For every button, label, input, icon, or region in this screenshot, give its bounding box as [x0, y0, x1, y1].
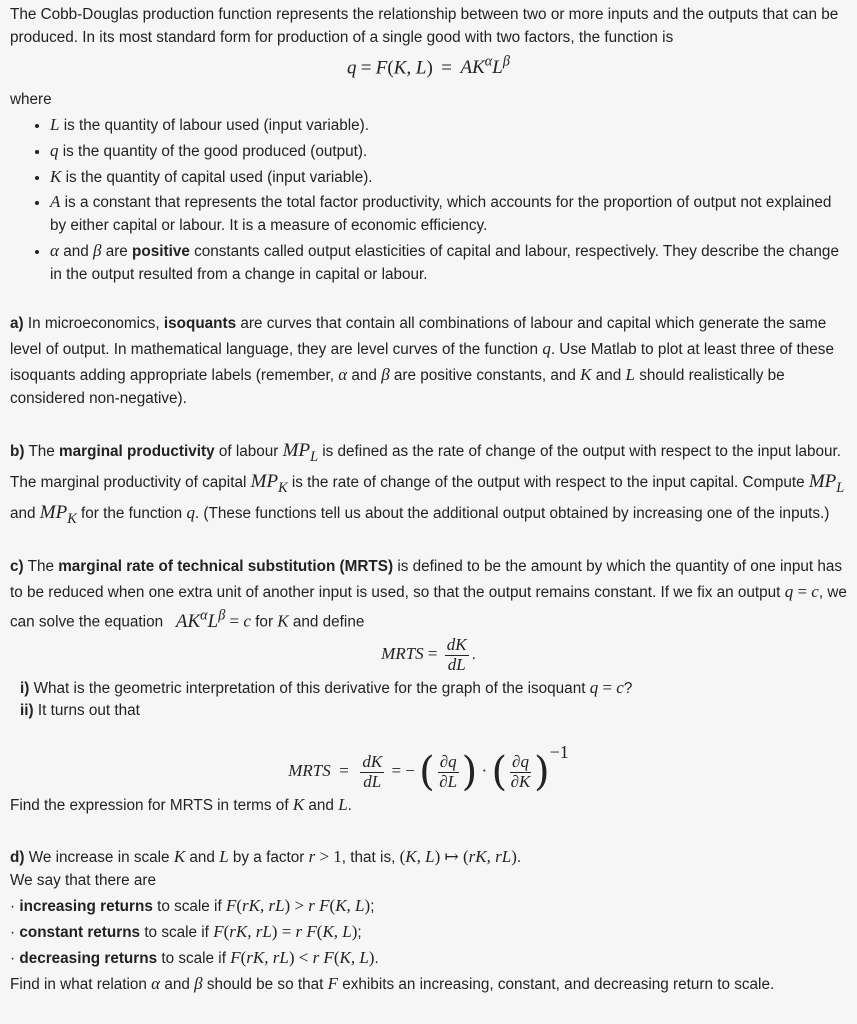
part-b: b) The marginal productivity of labour $MP_L$ is defined as the rate of change of the output with respect to the input labour. The marginal productivity of capital $MP_K$ is the rate of change of the output with respect to the input capital. Compute $MP_L$ and $MP_K$ for the function q. (These functions tell us about the additional output obtained by increasing one of the inputs.) — [10, 439, 845, 528]
mrts-definition: MRTS = $\frac{dK}{dL}$ . — [381, 635, 476, 674]
intro-paragraph: The Cobb-Douglas production function represents the relationship between two or more inputs and the outputs that can be produced. In its most standard form for production of a single good with two factors, the function is — [10, 6, 839, 46]
part-c: c) The marginal rate of technical substitution (MRTS) is defined to be the amount by which the quantity of one input has to be reduced when one extra unit of another input is used, so that the output remains constant. If we fix an output q = c, we can solve the equation $AK^\alpha L^\beta = c$ for K and define — [10, 558, 847, 632]
list-item: • K is the quantity of capital used (input variable). — [50, 164, 847, 190]
list-item: • α and β are positive constants called output elasticities of capital and labour, respectively. They describe the change in the output resulted from a change in capital or labour. — [50, 238, 847, 287]
list-item: • A is a constant that represents the total factor productivity, which accounts for the proportion of output not explained by either capital or labour. It is a measure of economic efficiency. — [50, 189, 847, 238]
decreasing-returns: · decreasing returns to scale if F(rK, rL) < r F(K, L). — [10, 948, 379, 968]
part-a: a) In microeconomics, isoquants are curves that contain all combinations of labour and capital which generate the same level of output. In mathematical language, they are level curves of the function q. Use Matlab to plot at least three of these isoquants adding appropriate labels (remember, α and β are positive constants, and K and L should realistically be considered non-negative). — [10, 315, 834, 408]
returns-intro: We say that there are — [10, 872, 156, 890]
part-d-question: Find in what relation α and β should be so that F exhibits an increasing, constant, and decreasing return to scale. — [10, 974, 775, 993]
mrts-formula: MRTS = $\frac{dK}{dL}$ = − ( $\frac{\partial q}{\partial L}$ ) · ( $\frac{\partial q}{\partial K}$ )$^{-1}$ — [288, 742, 569, 796]
where-text: where — [10, 90, 52, 108]
list-item: • L is the quantity of labour used (input variable). — [50, 112, 847, 138]
increasing-returns: · increasing returns to scale if F(rK, rL) > r F(K, L); — [10, 896, 375, 916]
part-d: d) We increase in scale K and L by a factor r > 1, that is, (K, L) ↦ (rK, rL). — [10, 847, 522, 867]
part-c-i: i) What is the geometric interpretation of this derivative for the graph of the isoquant q = c? — [20, 677, 633, 697]
cobb-douglas-equation: q = F(K, $L) = AK^\alpha L^\beta$ — [347, 53, 510, 79]
part-c-ii: ii) It turns out that — [20, 702, 140, 720]
variable-definitions-list — [10, 112, 847, 288]
mrts-question: Find the expression for MRTS in terms of K and L. — [10, 795, 352, 815]
list-item: • q is the quantity of the good produced (output). — [50, 138, 847, 164]
constant-returns: · constant returns to scale if F(rK, rL) = r F(K, L); — [10, 922, 362, 942]
